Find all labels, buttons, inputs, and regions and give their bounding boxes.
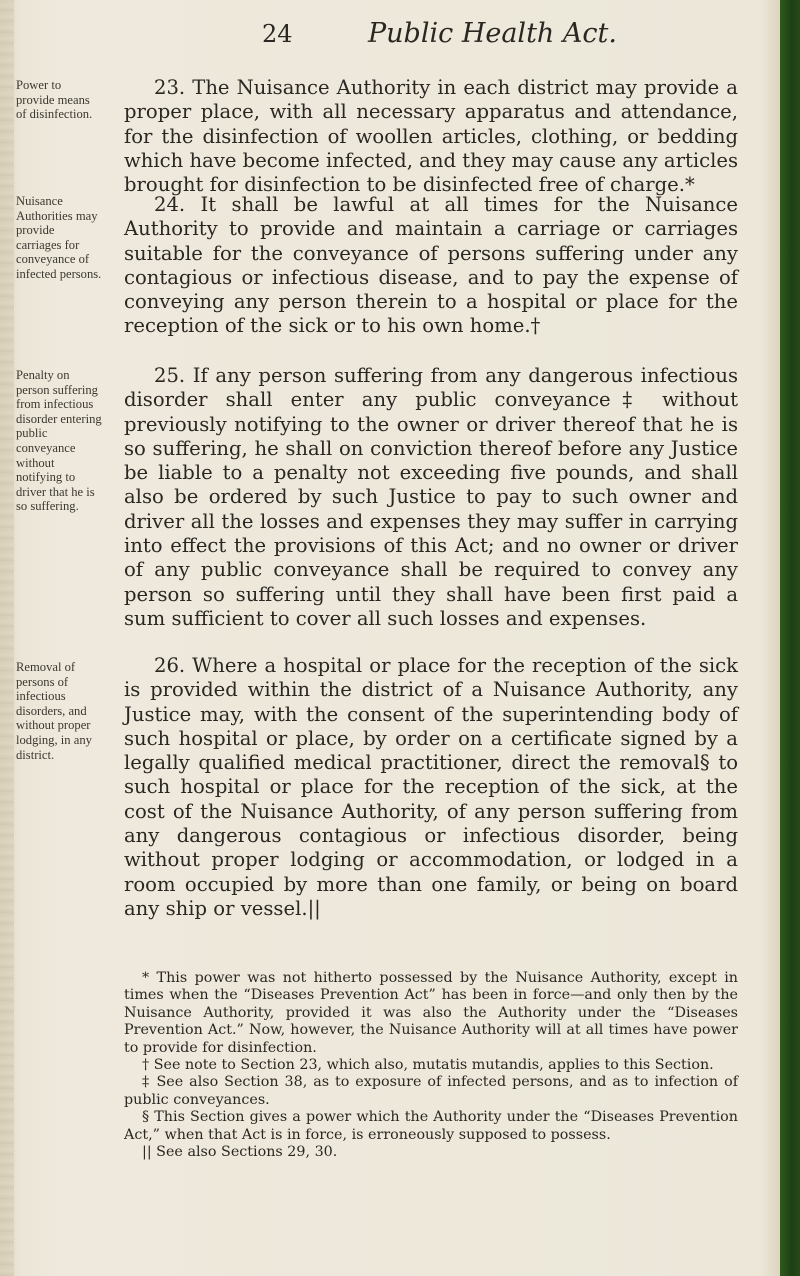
footnote-4: § This Section gives a power which the Authority under the “Diseases Prevention Act,” when that Act is in force, is erroneously supposed to possess. [124, 1109, 738, 1143]
book-binding [780, 0, 800, 1276]
margin-note-removal: Removal of persons of infectious disorders, and without proper lodging, in any district. [16, 660, 92, 762]
footnote-1: * This power was not hitherto possessed by the Nuisance Authority, except in times when the “Diseases Prevention Act” has been in force—and only then by the Nuisance Authority, provided it was also the Authority under the “Diseases Prevention Act.” Now, however, the Nuisance Authority will at all times have power to provide for disinfection. [124, 970, 738, 1056]
page-edge [0, 0, 14, 1276]
footnotes [124, 970, 738, 1161]
section-24 [124, 193, 738, 339]
section-23 [124, 76, 738, 197]
section-24-text: 24. It shall be lawful at all times for the Nuisance Authority to provide and maintain a carriage or carriages suitable for the conveyance of persons suffering under any contagious or infectious disease, and to pay the expense of conveying any person therein to a hospital or place for the reception of the sick or to his own home.† [124, 193, 738, 338]
footnote-2: † See note to Section 23, which also, mutatis mutandis, applies to this Section. [142, 1057, 714, 1074]
section-23-text: 23. The Nuisance Authority in each district may provide a proper place, with all necessary apparatus and attendance, for the disinfection of woollen articles, clothing, or bedding which have become infected, and they may cause any articles brought for disinfection to be disinfected free of charge.* [124, 76, 739, 197]
section-25 [124, 364, 738, 631]
section-26-text: 26. Where a hospital or place for the reception of the sick is provided within the district of a Nuisance Authority, any Justice may, with the consent of the superintending body of such hospital or place, by order on a certificate signed by a legally qualified medical practitioner, direct the removal§ to such hospital or place for the reception of the sick, at the cost of the Nuisance Authority, of any person suffering from any dangerous contagious or infectious disorder, being without proper lodging or accommodation, or lodged in a room occupied by more than one family, or being on board any ship or vessel.|| [124, 654, 738, 920]
margin-note-carriages: Nuisance Authorities may provide carriages for conveyance of infected persons. [16, 194, 102, 281]
footnote-5: || See also Sections 29, 30. [142, 1144, 338, 1161]
page-number: 24 [262, 20, 293, 48]
section-26 [124, 654, 738, 921]
margin-note-disinfection: Power to provide means of disinfection. [16, 78, 93, 122]
margin-note-penalty: Penalty on person suffering from infectious disorder entering public conveyance without notifying to driver that he is so suffering. [16, 368, 102, 514]
running-title: Public Health Act. [368, 18, 617, 49]
page-header [0, 18, 780, 54]
section-25-text: 25. If any person suffering from any dangerous infectious disorder shall enter any public conveyance‡ without previously notifying to the owner or driver thereof that he is so suffering, he shall on conviction thereof before any Justice be liable to a penalty not exceeding five pounds, and shall also be ordered by such Justice to pay to such owner and driver all the losses and expenses they may suffer in carrying into effect the provisions of this Act; and no owner or driver of any public conveyance shall be required to convey any person so suffering until they shall have been first paid a sum sufficient to cover all such losses and expenses. [124, 364, 738, 630]
footnote-3: ‡ See also Section 38, as to exposure of infected persons, and as to infection of public conveyances. [124, 1074, 738, 1108]
